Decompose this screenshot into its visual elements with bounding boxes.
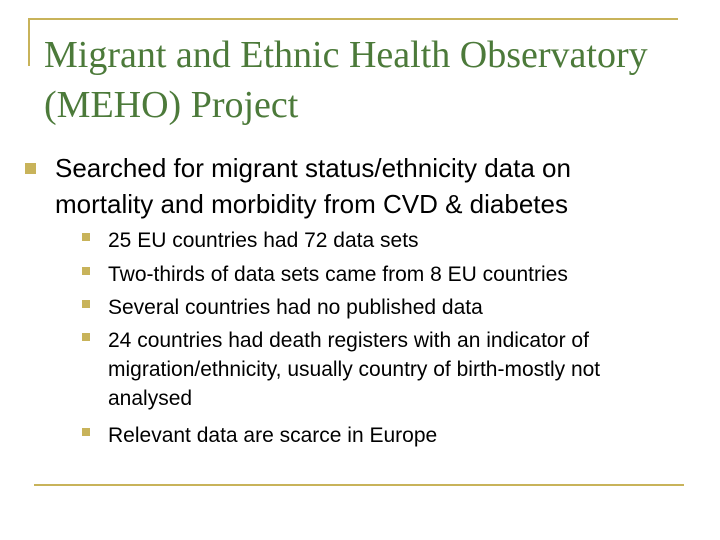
square-bullet-icon <box>82 428 90 436</box>
main-bullet-text: Searched for migrant status/ethnicity data on mortality and morbidity from CVD & diabetes <box>55 153 571 219</box>
slide-title: Migrant and Ethnic Health Observatory (MEHO) Project <box>44 34 648 126</box>
sub-bullet-text: 25 EU countries had 72 data sets <box>108 229 419 252</box>
sub-bullet-text: Two-thirds of data sets came from 8 EU countries <box>108 263 568 286</box>
square-bullet-icon <box>82 233 90 241</box>
sub-bullet-text: Relevant data are scarce in Europe <box>108 424 438 447</box>
square-bullet-icon <box>82 300 90 308</box>
square-bullet-icon <box>25 163 36 174</box>
square-bullet-icon <box>82 267 90 275</box>
top-rule <box>28 18 678 20</box>
sub-bullet-text: Several countries had no published data <box>108 296 483 319</box>
bottom-rule <box>34 484 684 486</box>
sub-bullet-text: 24 countries had death registers with an indicator of migration/ethnicity, usually country of birth-mostly not analysed <box>108 329 601 410</box>
square-bullet-icon <box>82 333 90 341</box>
left-rule <box>28 18 30 66</box>
